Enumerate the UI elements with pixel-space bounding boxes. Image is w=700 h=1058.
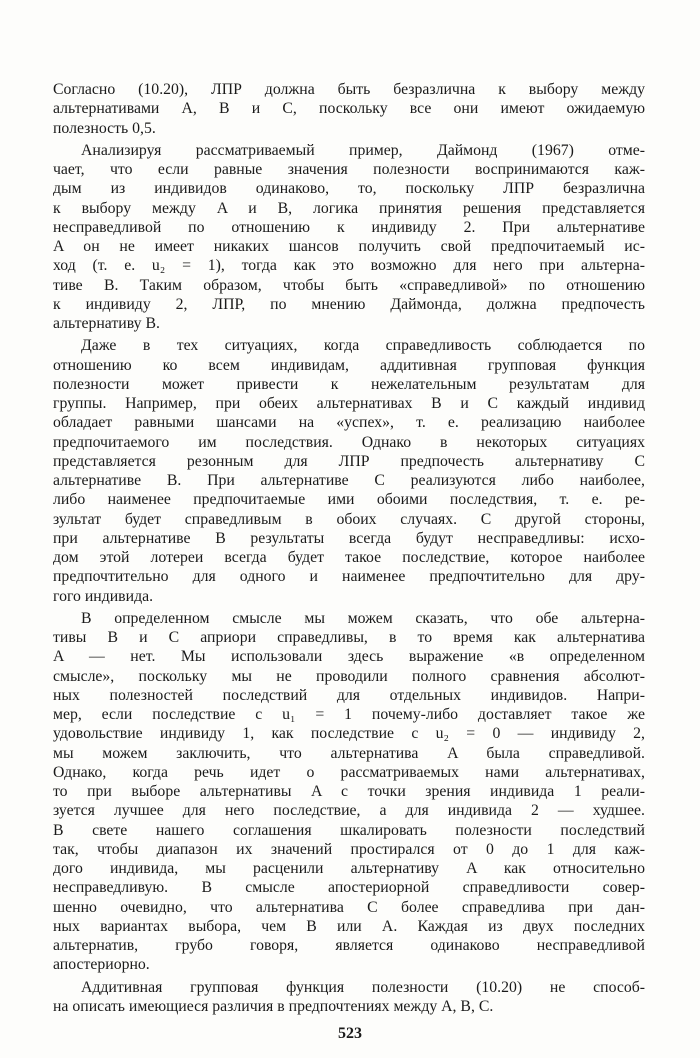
text-line: Анализируя рассматриваемый пример, Даймонд (1967) отме-	[81, 141, 645, 159]
text-line: группы. Например, при обеих альтернативах B и C каждый индивид	[53, 395, 645, 412]
text-line: зультат будет справедливым в обоих случаях. С другой стороны,	[53, 510, 645, 528]
text-line: ход (т. е. u₂ = 1), тогда как это возможно для него при альтерна-	[53, 257, 645, 275]
text-line: В определенном смысле мы можем сказать, что обе альтерна-	[81, 609, 645, 627]
text-line: ных вариантах выбора, чем B или A. Каждая из двух последних	[53, 917, 645, 935]
text-line: альтернативе B. При альтернативе C реализуются либо наиболее,	[53, 472, 645, 489]
text-line: Даже в тех ситуациях, когда справедливость соблюдается по	[81, 337, 645, 355]
text-line: мер, если последствие с u₁ = 1 почему-либо доставляет такое же	[53, 706, 645, 723]
text-line: дым из индивидов одинаково, то, поскольку ЛПР безразлична	[53, 180, 645, 198]
text-line: апостериорно.	[53, 956, 150, 974]
text-line: A он не имеет никаких шансов получить свой предпочитаемый ис-	[53, 238, 645, 255]
text-line: обладает равными шансами на «успех», т. е. реализацию наиболее	[53, 414, 645, 432]
text-line: альтернативами A, B и C, поскольку все они имеют ожидаемую	[53, 100, 645, 118]
text-line: к выбору между A и B, логика принятия решения представляется	[53, 199, 645, 217]
text-line: альтернативу B.	[53, 315, 160, 332]
text-line: мы можем заключить, что альтернатива A была справедливой.	[53, 744, 645, 762]
text-line: ных полезностей последствий для отдельных индивидов. Напри-	[53, 686, 645, 704]
text-line: A — нет. Мы использовали здесь выражение «в определенном	[53, 648, 645, 666]
page-number: 523	[338, 1025, 362, 1042]
text-line: несправедливую. В смысле апостериорной справедливости совер-	[53, 879, 645, 897]
text-line: на описать имеющиеся различия в предпочтениях между A, B, C.	[53, 997, 494, 1015]
text-line: гого индивида.	[53, 587, 154, 605]
text-line: либо наименее предпочитаемые ими обоими последствия, т. е. ре-	[53, 491, 645, 509]
text-line: при альтернативе B результаты всегда будут несправедливы: исхо-	[53, 529, 645, 547]
text-line: так, чтобы диапазон их значений простирался от 0 до 1 для каж-	[53, 840, 645, 858]
text-line: дом этой лотереи всегда будет такое последствие, которое наиболее	[53, 549, 645, 566]
text-line: представляется резонным для ЛПР предпочесть альтернативу C	[53, 452, 645, 470]
text-line: предпочтительно для одного и наименее предпочтительно для дру-	[53, 568, 645, 586]
text-line: смысле», поскольку мы не проводили полного сравнения абсолют-	[53, 667, 645, 685]
text-line: предпочитаемого им последствия. Однако в некоторых ситуациях	[53, 433, 645, 451]
text-line: Однако, когда речь идет о рассматриваемых нами альтернативах,	[53, 763, 645, 781]
text-line: то при выборе альтернативы A с точки зрения индивида 1 реали-	[53, 783, 645, 800]
text-line: альтернатив, грубо говоря, является одинаково несправедливой	[53, 937, 645, 954]
text-line: Аддитивная групповая функция полезности (10.20) не способ-	[81, 978, 645, 996]
text-line: несправедливой по отношению к индивиду 2. При альтернативе	[53, 218, 645, 236]
text-line: полезности может привести к нежелательным результатам для	[53, 375, 645, 393]
text-line: полезность 0,5.	[53, 119, 156, 137]
text-line: отношению ко всем индивидам, аддитивная групповая функция	[53, 356, 645, 374]
text-line: тивы B и C априори справедливы, в то время как альтернатива	[53, 629, 645, 646]
text-line: к индивиду 2, ЛПР, по мнению Даймонда, должна предпочесть	[53, 295, 645, 313]
text-line: тиве B. Таким образом, чтобы быть «справедливой» по отношению	[53, 276, 645, 294]
text-line: дого индивида, мы расценили альтернативу A как относительно	[53, 860, 645, 877]
text-line: шенно очевидно, что альтернатива C более справедлива при дан-	[53, 898, 645, 916]
text-line: Согласно (10.20), ЛПР должна быть безразлична к выбору между	[53, 81, 645, 98]
text-line: чает, что если равные значения полезности воспринимаются каж-	[53, 161, 645, 178]
text-line: В свете нашего соглашения шкалировать полезности последствий	[53, 821, 645, 839]
text-line: зуется лучшее для него последствие, а для индивида 2 — худшее.	[53, 802, 645, 820]
text-line: удовольствие индивиду 1, как последствие с u₂ = 0 — индивиду 2,	[53, 725, 645, 743]
